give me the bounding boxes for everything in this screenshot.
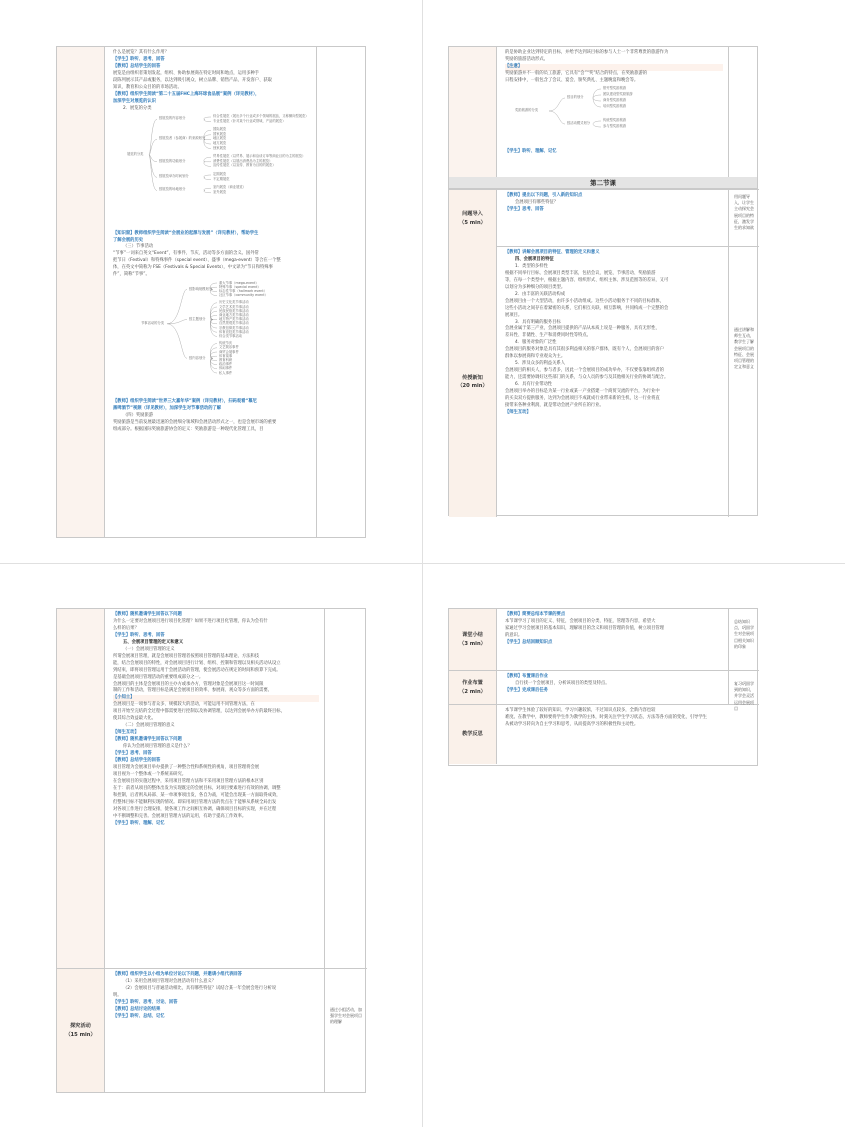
tree-link (149, 154, 157, 176)
p2-row-new-side: 通过讲解和师生互动，教学生了解会展项目的特征、会展项目管理的定义和意义 (734, 327, 754, 370)
page-1 (56, 46, 366, 538)
text-line: 【学生】思考、回答 (113, 751, 152, 757)
text-line: （2）会展项目与普通活动相比，具有哪些特征？试结合某一年会展会进行分析说 (123, 985, 277, 991)
tree-leaf: 特殊节事（special event） (219, 284, 261, 289)
text-line: 会展项目举办的目标是为某一行业或某一产业搭建一个商贸交流的平台，为行业中 (505, 389, 660, 395)
tree-leaf: 重大节事（mega-event） (219, 280, 259, 285)
tree-link (204, 157, 211, 162)
text-line: 在会展项目的实施过程中，采用项目管理方法和不采用项目管理方法的根本区别 (113, 778, 264, 784)
text-line: 所谓会展项目管理，就是会展项目管理者按照项目管理的基本理论、方法和技 (113, 653, 260, 659)
p3-row-main (57, 609, 367, 969)
p2-top-lines (505, 50, 723, 85)
p4-row-title: 作业布置 (462, 680, 483, 687)
text-line: 知识、教育和公众目的的市场活动。 (113, 84, 182, 90)
text-line: 中不断调整和完善。会展项目管理方法的运用，有助于提高工作效率。 (113, 813, 247, 819)
text-line: 的买卖双方提供服务，达到为会展项目不成就成行业带来新的生机，这一行业将直 (505, 396, 660, 402)
text-line: 【学生】思考、回答 (505, 206, 544, 212)
text-line: 群体以参展商和专业观众为主。 (505, 354, 566, 360)
p1-block-1 (113, 50, 311, 113)
text-line: 会展项目的主体是会展项目的主办方或承办方，管理对象是会展项目这一时间限 (113, 681, 264, 687)
text-line: 会展项目是一项参与者众多、规模较大的活动，可能运用不同管理方法，在 (113, 702, 255, 708)
tree-leaf: 团队建设型奖励旅游 (603, 92, 633, 97)
text-line: 【师生互动】 (113, 730, 139, 736)
text-line: 【学生】完成课后任务 (505, 687, 548, 693)
tree-leaf: 体育竞技类节事活动 (219, 329, 249, 334)
text-line: 【教师】提出以下问题，引入新的知识点 (505, 193, 583, 198)
tree-leaf: 商贸会展事件 (219, 349, 239, 354)
tree-branch: 按展览者（参展商）的来源划分 (159, 136, 206, 141)
tree-leaf: 政治事件 (219, 362, 233, 367)
text-line: 自行找一个会展项目，分析该项目的类型及特点。 (515, 680, 610, 686)
tree-link (149, 139, 157, 155)
text-line: 这些小活动之间存在着紧密的关系，它们相互关联，相互影响，共同构成一个完整的会 (505, 305, 669, 311)
tree-leaf: 宗教信仰类节事活动 (219, 325, 249, 330)
tree-leaf: 宣传性展览（以宣传、教育为目的的展览） (213, 163, 276, 168)
text-line: 【教师】随机邀请学生回答以下问题 (113, 737, 182, 743)
text-line: 项目视为一个整体或一个系统来研究。 (113, 771, 187, 777)
p3-row-explore-time: （15 min） (65, 1031, 96, 1038)
page-1-table (56, 46, 366, 538)
text-line: 了解会展的历史 (113, 237, 144, 243)
p2-row-intro-content (497, 190, 729, 247)
page-divider-horizontal (0, 563, 845, 564)
tree-leaf: 私人事件 (219, 370, 233, 375)
tree-branch: 按展览的功能划分 (159, 158, 186, 163)
page-1-label-column (57, 47, 105, 537)
text-line: 奖励旅游并不一般的员工旅游，它具有“会”“奖”结合的特点，在奖励旅游的 (505, 70, 648, 76)
text-line: 把节日（Festival）和特殊事件（special event）、盛事（mega-event）等合在一个整 (113, 258, 281, 264)
text-line: 【教师】总结学生的回答 (113, 758, 161, 764)
p1-block-2 (113, 231, 311, 280)
tree-leaf: 标志性节事（hallmark event） (219, 289, 267, 294)
p4-row-label (449, 671, 497, 704)
tree-leaf: 传统节庆 (219, 341, 233, 346)
tree-link (149, 119, 157, 155)
tree-branch: 按目的划分 (567, 95, 584, 100)
page-3-table (56, 608, 366, 1093)
text-line: 2．由丰富的关联活动构成 (515, 291, 565, 297)
tree-leaf: 地方特产类节事活动 (219, 317, 249, 322)
text-line: （二）会展项目管理的意义 (123, 723, 175, 729)
text-line: 到结束，即将项目管理运用于会展活动的管理，使会展活动在规定的时间和预算下完成。 (113, 667, 281, 673)
text-line: 件”，简称“节事”。 (113, 272, 150, 278)
p2-row-intro-time: （5 min） (459, 219, 486, 226)
text-line: 本节课学习了项目的定义、特征，会展项目的分类、特征，管理等内容，希望大 (505, 618, 656, 624)
p4-row-time: （3 min） (459, 640, 486, 647)
section-title: 第二节课 (449, 177, 757, 189)
text-line: 本节课学生体验了较好的知识、学习兴趣较浓，不过知识点较多，全新内容也较 (505, 708, 656, 713)
text-line: 明。 (113, 992, 122, 998)
tree-link (204, 161, 211, 166)
text-line: 【教师】总结学生的回答 (113, 63, 161, 69)
text-line: 6．具有行业带动性 (515, 382, 553, 388)
text-line: （四）奖励旅游 (123, 413, 154, 419)
tree-link (593, 121, 601, 124)
tree-link (549, 111, 565, 124)
p3-row-explore-title: 探究活动 (70, 1023, 91, 1030)
p4-row-time: （2 min） (459, 688, 486, 695)
tree-leaf: 培训型奖励旅游 (603, 104, 627, 109)
text-line: 【教师】讲解会展项目的特征、管理的定义和意义 (505, 250, 600, 255)
text-line: 【教师】布置课后作业 (505, 674, 548, 679)
tree-branch: 按展览的内容划分 (159, 116, 186, 121)
tree-branch: 按影响规模划分 (189, 286, 213, 291)
text-line: 在于：前者从项目的整体出发为实现既定的会展目标，对项目要素进行有效的协调、调整 (113, 785, 281, 791)
tree-link (167, 324, 187, 359)
text-line: 体，在英文中简称为 FSE（Festivals & Special Events），中文译为“节日和特殊事 (113, 265, 273, 271)
p1-tree-exhibition (113, 113, 311, 231)
tree-leaf: 传统型奖励旅游 (603, 118, 627, 123)
text-line: 组成部分。根据国际奖励旅游协会的定义：奖励旅游是一种现代化管理工具，目 (113, 427, 264, 433)
text-line: 3．具有明确的服务目标 (515, 319, 561, 325)
text-line: 黑啤酒节”视频（详见教材），加深学生对节事活动的了解 (113, 406, 222, 412)
p2-row-new-content (497, 247, 729, 517)
text-line: 【知识窗】教师组织学生阅读“会展业的起源与发展”（详见教材），帮助学生 (113, 230, 259, 236)
p2-row-intro-label (449, 190, 497, 247)
p2-row-new (449, 247, 759, 517)
p2-top-row (449, 47, 759, 177)
text-line: 的意识。 (505, 632, 523, 638)
tree-leaf: 体育赛事 (219, 353, 233, 358)
p2-row-intro-side: 用问题导入，让学生主动探究会展项目的特征，激发学生的求知欲 (734, 194, 754, 230)
text-line: 项目管理为会展项目举办提供了一种整合性和系统性的视角，项目管理将会展 (113, 764, 260, 770)
text-line: 加深学生对展览的认识 (113, 98, 156, 104)
tree-link (549, 98, 565, 111)
tree-leaf: 消费性展览（以展出消费品为主的展览） (213, 158, 273, 163)
p2-top-label (449, 47, 497, 177)
text-line: 【学生】聆听、思考、回答 (113, 632, 165, 638)
text-line: （1）采用会展项目管理对会展活动有什么意义？ (123, 978, 216, 984)
tree-leaf: 国际展览 (213, 127, 227, 132)
p2-row-new-label (449, 247, 497, 517)
text-line: 【学生】聆听、思考、讨论、回答 (113, 999, 178, 1005)
text-line: 和控制，后者则从局部、某一单项事项出发，各自为战，可能会出现某一方面取得成效， (113, 792, 281, 798)
page-4 (448, 608, 758, 768)
tree-leaf: 慰劳型奖励旅游 (603, 86, 627, 91)
tree-leaf: 休闲事件 (219, 366, 233, 371)
tree-leaf: 专业性展览（针对某个行业或领域，产品的展览） (213, 118, 286, 123)
p2-top-side (729, 47, 759, 177)
p1-block-3 (113, 399, 311, 434)
p4-row-title: 教学反思 (462, 731, 483, 738)
p4-row-title: 课堂小结 (462, 632, 483, 639)
p3-main-content (105, 609, 325, 968)
tree-link (593, 95, 601, 98)
text-line: 对各项工作进行合理安排，使各项工作之间相互协调，确保项目目标的实现，并在过程 (113, 806, 277, 812)
p2-top-content (497, 47, 729, 177)
p4-row-side: 总结知识点，巩固学生对会展项目相关知识的印象 (734, 619, 754, 649)
text-line: 么样的后果？ (113, 625, 139, 631)
p3-row-explore (57, 969, 367, 1094)
p4-row-content (497, 609, 729, 670)
text-line: 【学生】聆听、思考、回答 (113, 56, 165, 62)
tree-branch: 按展览的场地划分 (159, 187, 186, 192)
tree-link (204, 190, 211, 192)
text-line: 项目开始至完结的全过程中都需要进行控制以及协调管理，以达到会展举办方的最终目标， (113, 709, 285, 715)
tree-connectors (113, 279, 313, 399)
tree-link (204, 175, 211, 177)
tree-link (204, 177, 211, 179)
text-line: 你认为会展项目管理的意义是什么？ (123, 744, 192, 750)
tree-link (593, 124, 601, 127)
text-line: 5．涉及众多的利益关系人 (515, 361, 565, 367)
text-line: 【小知士】 (113, 695, 319, 702)
text-line: 会展业属于第三产业，会展项目提供的产品从本质上说是一种服务，具有无形性、 (505, 326, 660, 332)
tree-leaf: 综合性展览（展出多个行业或多个领域的展品，又称横向型展览） (213, 113, 309, 118)
tree-leaf: 定期展览 (213, 171, 227, 176)
p4-row-content (497, 671, 729, 704)
text-line: 五、会展项目管理的定义和意义 (123, 639, 184, 645)
text-line: 会展项目由一个大型活动，由许多小活动组成。这些小活动服务于不同的目标群体， (505, 298, 664, 304)
text-line: 使其综合效益最大化。 (113, 716, 156, 722)
text-line: 展项目。 (505, 312, 523, 318)
text-line: 会展项目的服务对象是具有其很多利益相关的客户群体，既有个人，会展项目的客户 (505, 347, 664, 353)
text-line: 什么是展览？其有什么作用？ (113, 50, 169, 55)
text-line: 四、会展项目的特征 (515, 256, 554, 262)
page-1-content (105, 47, 317, 537)
tree-leaf: 国家展览 (213, 131, 227, 136)
tree-link (593, 98, 601, 101)
text-line: 等，在每一个类型中，根据主题内容、组织形式、组织主体、涉及范围等的差异，又可 (505, 277, 669, 283)
p4-row (449, 705, 759, 765)
text-line: 家通过学习会展项目的基本知识，理解项目的含义和项目管理的价值，树立项目管理 (505, 625, 664, 631)
p2-row-intro (449, 189, 759, 247)
p4-row-label (449, 609, 497, 670)
text-line: 【教师】组织学生阅读“第二十五届FHC上海环球食品展”案例（详见教材）， (113, 91, 260, 97)
tree-leaf: 独家展览 (213, 145, 227, 150)
text-line: 【教师】组织学生以小组为单位讨论以下问题，并邀请小组代表回答 (113, 972, 242, 977)
text-line: 制的工作和活动，管理目标是满足会展项目的效率、参展商、观众等多方面的需要。 (113, 688, 272, 694)
tree-leaf: 室外展览 (213, 189, 227, 194)
text-line: “节事”一词来自英文“Event”，有事件、节庆、活动等多方面的含义。国外常 (113, 251, 259, 257)
p2-row-new-time: （20 min） (457, 383, 488, 389)
p3-main-label (57, 609, 105, 968)
page-2 (448, 46, 758, 516)
tree-leaf: 地方展览 (213, 140, 227, 145)
text-line: （一）会展项目管理的定义 (123, 646, 175, 652)
page-2-table (448, 46, 758, 516)
text-line: 【教师】简要总结本节课的要点 (505, 612, 566, 617)
p3-row-explore-side: 通过小组活动，加强学生对会展项目的理解 (330, 1007, 362, 1025)
tree-branch: 按主题划分 (189, 317, 206, 322)
text-line: 2．展览的分类 (123, 105, 152, 111)
tree-link (204, 188, 211, 190)
tree-branch: 按活动模式划分 (567, 121, 591, 126)
text-line: 日程安排中，一般包含了会议、宴会、颁奖典礼、主题晚宴和晚会等。 (505, 77, 639, 83)
text-line: 从被动学习转向为自主学习和思考，从而提高学习的积极性和主动性。 (505, 721, 639, 727)
text-line: 1．类型的多样性 (515, 263, 548, 269)
text-line: 能力，还需要协调好这些部门的关系，与众人员的参与及其他相关行业的协调与配合。 (505, 375, 669, 381)
tree-leaf: 历史文化类节事活动 (219, 300, 249, 305)
text-line: 为什么一定要对会展项目进行项目化管理？如果不进行项目化管理，你认为会有什 (113, 618, 268, 624)
p2-row-intro-title: 问题导入 (462, 211, 483, 218)
p4-row (449, 609, 759, 671)
p2-tree-incentive (505, 85, 723, 149)
p4-row-side: 复习巩固学到的知识，并学会灵活运用会展项目 (734, 681, 754, 711)
p1-tree-festival (113, 279, 311, 399)
p4-row-content (497, 705, 759, 764)
text-line: 奖励旅游是当前发展最迅速的会展细分领域和会展活动形式之一，也是会展市场的重要 (113, 420, 277, 426)
tree-leaf: 不定期展览 (213, 176, 230, 181)
tree-branch: 按内容划分 (189, 355, 206, 360)
text-line: 【学生】总结回顾知识点 (505, 639, 553, 645)
tree-link (204, 117, 211, 119)
text-line: 差异性、非储性、生产和消费同时性等特点。 (505, 333, 591, 339)
tree-link (593, 89, 601, 98)
text-line: 根据不同举行目标，会展项目类型丰富，包括会议、展览、节事活动、奖励旅游 (505, 270, 656, 276)
tree-leaf: 商业地方类节事活动 (219, 313, 249, 318)
tree-leaf: 贸易性展览（以贸易、展示和洽谈订单等商业目的为主的展览） (213, 154, 306, 159)
tree-link (167, 290, 187, 325)
p4-row-label (449, 705, 497, 764)
page-1-side-column (317, 47, 367, 537)
text-line: 是基础会展项目管理活动的重要组成部分之一。 (113, 674, 204, 680)
tree-root: 展览的分类 (127, 151, 144, 156)
text-line: 【教师】总结讨论的结果 (113, 1006, 161, 1012)
tree-leaf: 社区节事（community event） (219, 293, 268, 298)
tree-link (593, 98, 601, 107)
p2-row-new-title: 传授新知 (462, 374, 483, 381)
tree-leaf: 自然景观类节事活动 (219, 321, 249, 326)
text-line: 【教师】随机邀请学生回答以下问题 (113, 612, 182, 617)
text-line: 的是协助企业达到特定的目标，并给予达到该目标的参与人士一个非常尊贵的旅游作为 (505, 50, 669, 55)
text-line: 【学生】聆听、总结、记忆 (113, 1013, 165, 1019)
tree-leaf: 商务型奖励旅游 (603, 98, 627, 103)
text-line: 【教师】组织学生阅读“世界三大嘉年华”案例（详见教材），扫码观看“慕尼 (113, 399, 257, 405)
text-line: 接带来各种业利润，就是带动会展产业所在的行业。 (505, 402, 604, 408)
tree-leaf: 地区展览 (213, 136, 227, 141)
text-line: 以划分为多种细分的项目类型。 (505, 284, 566, 290)
text-line: 难度。在教学中，教师要将学生作为教学的主体，时刻关注学生学习状态，方法等各方面的变化，引导学生 (505, 714, 707, 720)
text-line: 但整体目标不能顺利实现的情况。即采用项目管理方法的优点在于能够从系统全局出发 (113, 799, 277, 805)
tree-leaf: 教育科研 (219, 358, 233, 363)
text-line: 【学生】聆听、理解、记忆 (113, 820, 165, 826)
text-line: 【师生互动】 (505, 409, 531, 415)
tree-leaf: 文学艺术类节事活动 (219, 304, 249, 309)
tree-leaf: 参与型奖励旅游 (603, 124, 627, 129)
p3-main-side (325, 609, 367, 968)
p2-note: 【学生】聆听、理解、记忆 (505, 148, 557, 154)
text-line: （三）节事活动 (123, 244, 154, 250)
tree-root: 节事活动的分类 (141, 321, 165, 326)
tree-root: 奖励旅游的分类 (515, 108, 539, 113)
page-4-table (448, 608, 758, 766)
text-line: 能，结合会展项目的特性，对会展项目进行计划、组织、控制和管理以及相关活动从设立 (113, 660, 281, 666)
tree-leaf: 民族民俗类节事活动 (219, 308, 249, 313)
tree-leaf: 文艺娱乐事件 (219, 345, 239, 350)
page-3 (56, 608, 366, 1093)
text-line: 会展项目有哪些特征？ (515, 199, 558, 205)
tree-leaf: 综合类节事活动 (219, 334, 243, 339)
text-line: 【注意】 (505, 64, 723, 71)
tree-leaf: 室内展览（商业展览） (213, 185, 246, 190)
p3-row-explore-label (57, 969, 105, 1092)
p3-row-explore-content (105, 969, 325, 1092)
text-line: 会展项目的相关人，参与者多，因此一个会展项目的成功举办，不仅要依靠组织者的 (505, 368, 664, 374)
text-line: 段陈列展示其产品或服务，以达到吸引观众、树立品牌、销售产品、开发客户、获取 (113, 77, 272, 83)
text-line: 展览是由组织者策划发起，组织、协助参展商在特定时间和地点，运用多种手 (113, 70, 260, 76)
tree-branch: 按展览举办时间划分 (159, 174, 189, 179)
text-line: 奖励的旅游活动形式。 (505, 56, 548, 62)
text-line: 4．服务对象的广泛性 (515, 340, 557, 346)
tree-link (204, 119, 211, 121)
